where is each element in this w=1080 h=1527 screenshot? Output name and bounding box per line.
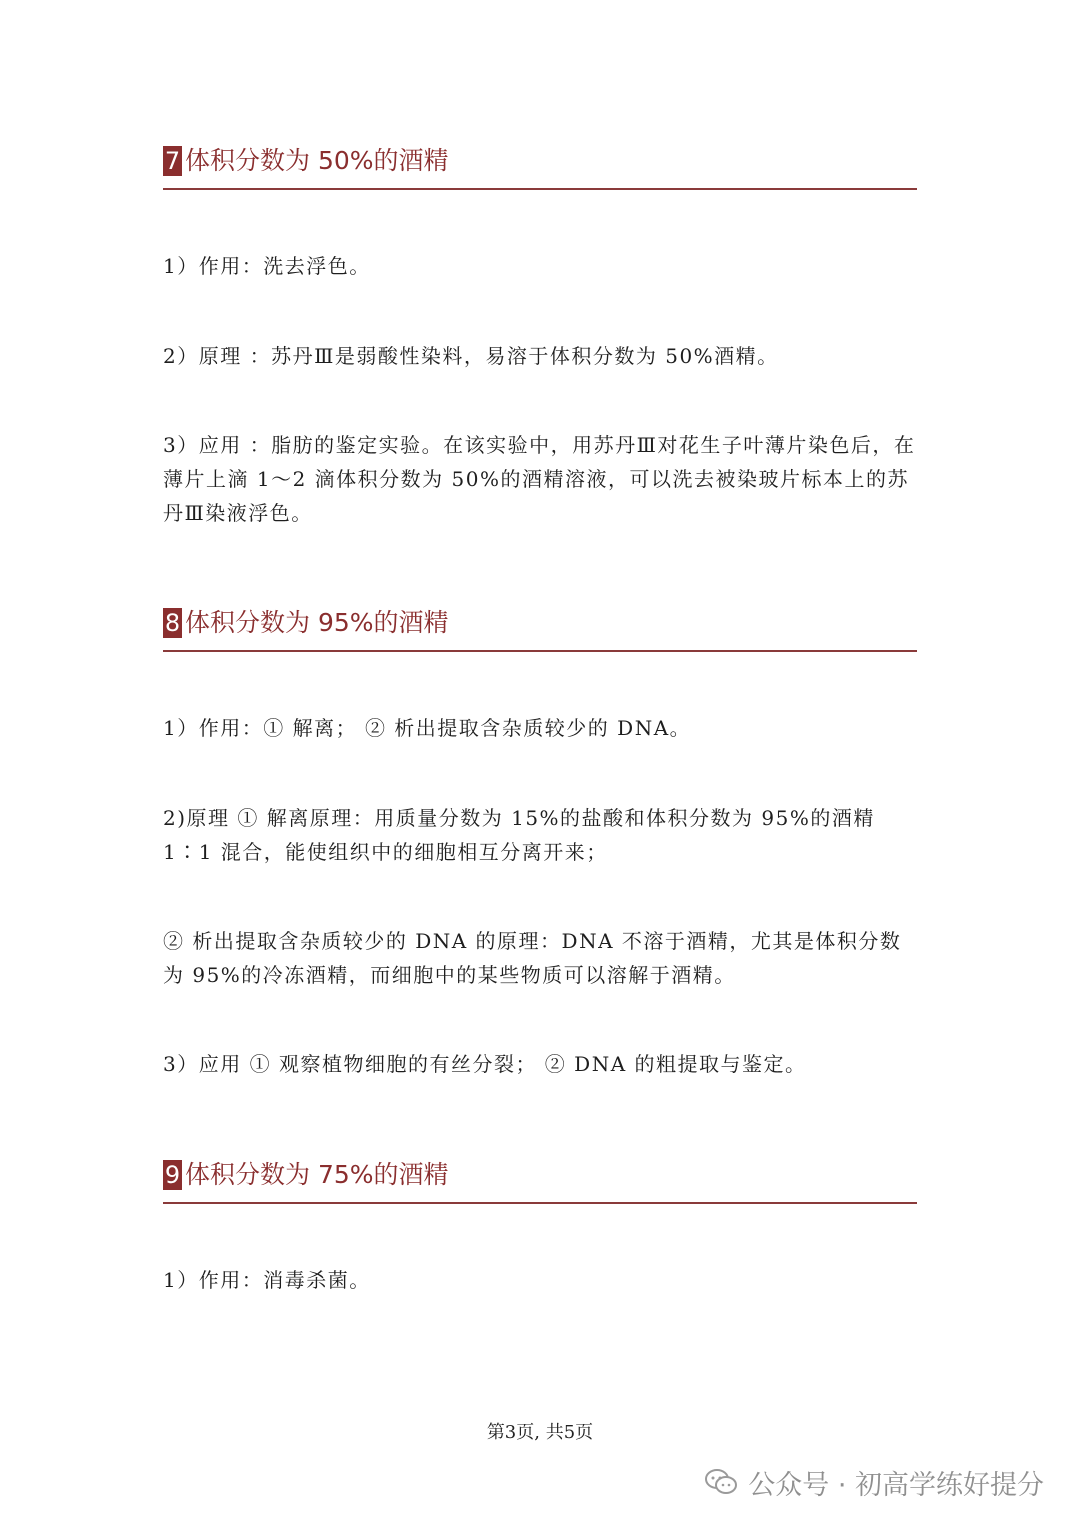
section-number: 8 (164, 609, 181, 637)
section-title: 体积分数为 95%的酒精 (185, 608, 449, 637)
section-7-paragraph-3: 3）应用 ：脂肪的鉴定实验。在该实验中，用苏丹Ⅲ对花生子叶薄片染色后，在薄片上滴 1～2 滴体积分数为 50%的酒精溶液，可以洗去被染玻片标本上的苏丹Ⅲ染液浮色。 (163, 433, 916, 525)
section-7-heading (163, 146, 917, 190)
section-title: 体积分数为 75%的酒精 (185, 1160, 449, 1189)
section-8-paragraph-1: 1）作用：① 解离； ② 析出提取含杂质较少的 DNA。 (163, 716, 692, 740)
watermark-text: 公众号 · 初高学练好提分 (748, 1469, 1044, 1501)
section-7-paragraph-1: 1）作用：洗去浮色。 (163, 254, 371, 278)
section-8-paragraph-4: 3）应用 ① 观察植物细胞的有丝分裂； ② DNA 的粗提取与鉴定。 (163, 1052, 807, 1076)
section-9-heading (163, 1160, 917, 1204)
wechat-icon (704, 1468, 738, 1496)
watermark (704, 1462, 1044, 1502)
section-number: 9 (164, 1161, 181, 1189)
section-8-paragraph-3: ② 析出提取含杂质较少的 DNA 的原理：DNA 不溶于酒精，尤其是体积分数为 95%的冷冻酒精，而细胞中的某些物质可以溶解于酒精。 (163, 929, 902, 987)
section-title: 体积分数为 50%的酒精 (185, 146, 449, 175)
section-7-paragraph-2: 2）原理 ：苏丹Ⅲ是弱酸性染料，易溶于体积分数为 50%酒精。 (163, 344, 779, 368)
section-8-heading (163, 608, 917, 652)
section-9-paragraph-1: 1）作用：消毒杀菌。 (163, 1268, 371, 1292)
page-number: 第3页, 共5页 (486, 1422, 594, 1443)
section-number: 7 (164, 147, 181, 175)
section-8-paragraph-2: 2)原理 ① 解离原理：用质量分数为 15%的盐酸和体积分数为 95%的酒精 1∶1 混合，能使组织中的细胞相互分离开来； (163, 806, 875, 864)
